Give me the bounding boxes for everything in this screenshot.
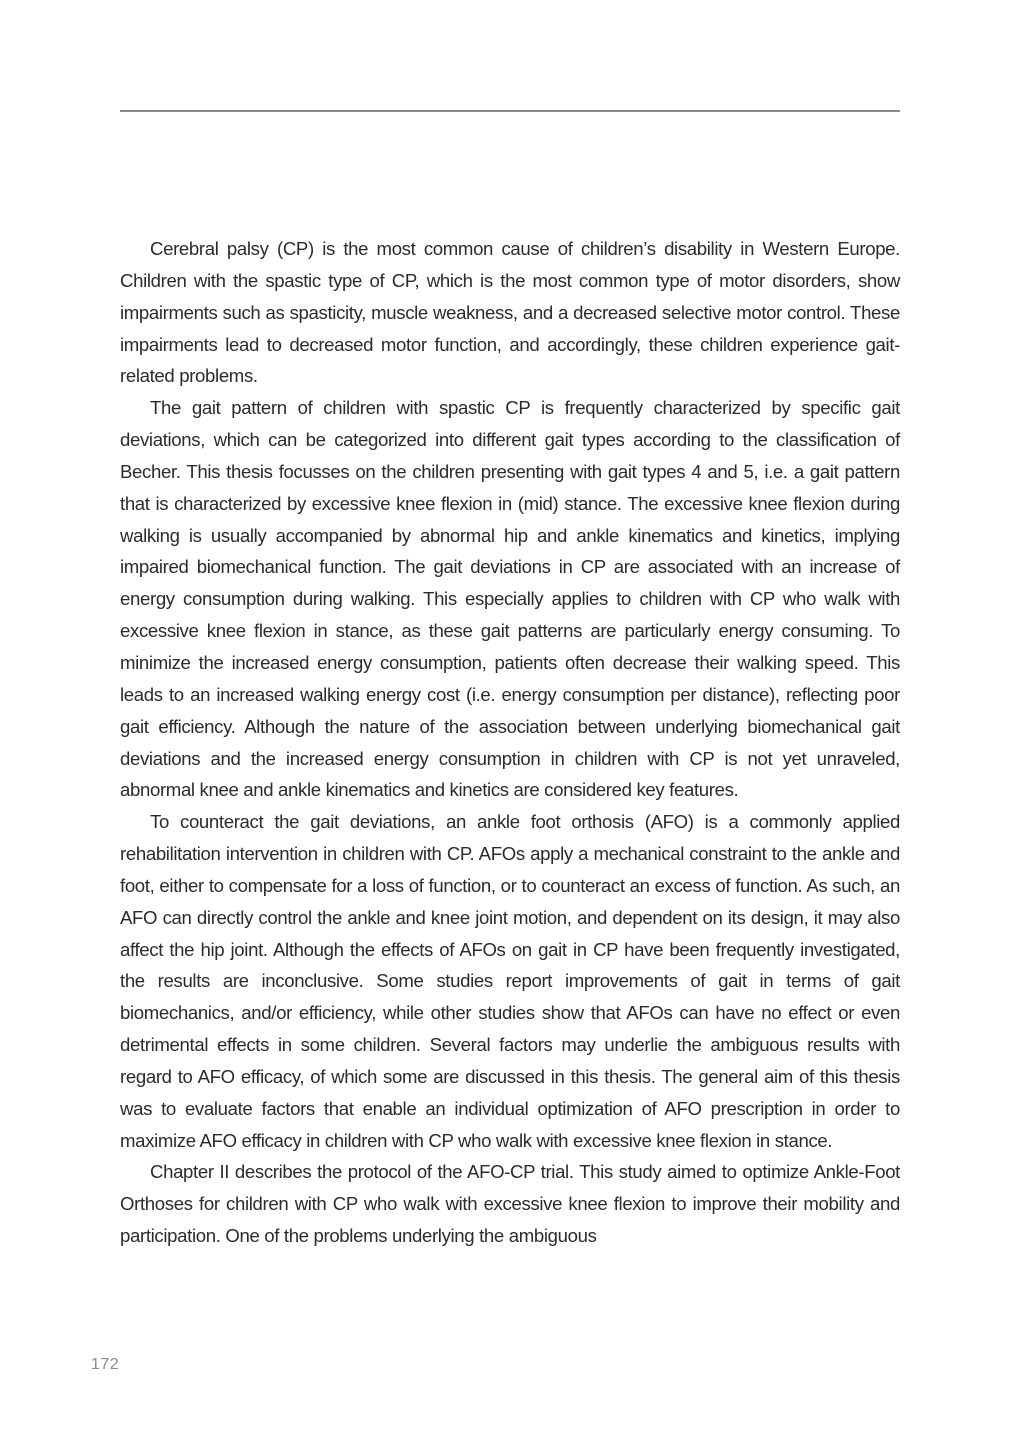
paragraph-intro-cerebral-palsy: Cerebral palsy (CP) is the most common cause of children’s disability in Western Europe. Children with the spastic type of CP, which is the most common type of motor disorders, show impairments such as spasticity, muscle weakness, and a decreased selective motor control. These impairments lead to decreased motor function, and accordingly, these children experience gait-related problems. — [120, 238, 900, 387]
paragraph-gait-pattern: The gait pattern of children with spastic CP is frequently characterized by specific gait deviations, which can be categorized into different gait types according to the classification of Becher. This thesis focusses on the children presenting with gait types 4 and 5, i.e. a gait pattern that is characterized by excessive knee flexion in (mid) stance. The excessive knee flexion during walking is usually accompanied by abnormal hip and ankle kinematics and kinetics, implying impaired biomechanical function. The gait deviations in CP are associated with an increase of energy consumption during walking. This especially applies to children with CP who walk with excessive knee flexion in stance, as these gait patterns are particularly energy consuming. To minimize the increased energy consumption, patients often decrease their walking speed. This leads to an increased walking energy cost (i.e. energy consumption per distance), reflecting poor gait efficiency. Although the nature of the association between underlying biomechanical gait deviations and the increased energy consumption in children with CP is not yet unraveled, abnormal knee and ankle kinematics and kinetics are considered key features. — [120, 397, 900, 801]
body-text — [120, 233, 900, 1252]
paragraph-chapter-two: Chapter II describes the protocol of the AFO-CP trial. This study aimed to optimize Ankle-Foot Orthoses for children with CP who walk with excessive knee flexion to improve their mobility and participation. One of the problems underlying the ambiguous — [120, 1161, 900, 1247]
page-number: 172 — [91, 1356, 120, 1373]
header-rule — [120, 110, 900, 112]
paragraph-ankle-foot-orthosis: To counteract the gait deviations, an ankle foot orthosis (AFO) is a commonly applied rehabilitation intervention in children with CP. AFOs apply a mechanical constraint to the ankle and foot, either to compensate for a loss of function, or to counteract an excess of function. As such, an AFO can directly control the ankle and knee joint motion, and dependent on its design, it may also affect the hip joint. Although the effects of AFOs on gait in CP have been frequently investigated, the results are inconclusive. Some studies report improvements of gait in terms of gait biomechanics, and/or efficiency, while other studies show that AFOs can have no effect or even detrimental effects in some children. Several factors may underlie the ambiguous results with regard to AFO efficacy, of which some are discussed in this thesis. The general aim of this thesis was to evaluate factors that enable an individual optimization of AFO prescription in order to maximize AFO efficacy in children with CP who walk with excessive knee flexion in stance. — [120, 811, 900, 1151]
